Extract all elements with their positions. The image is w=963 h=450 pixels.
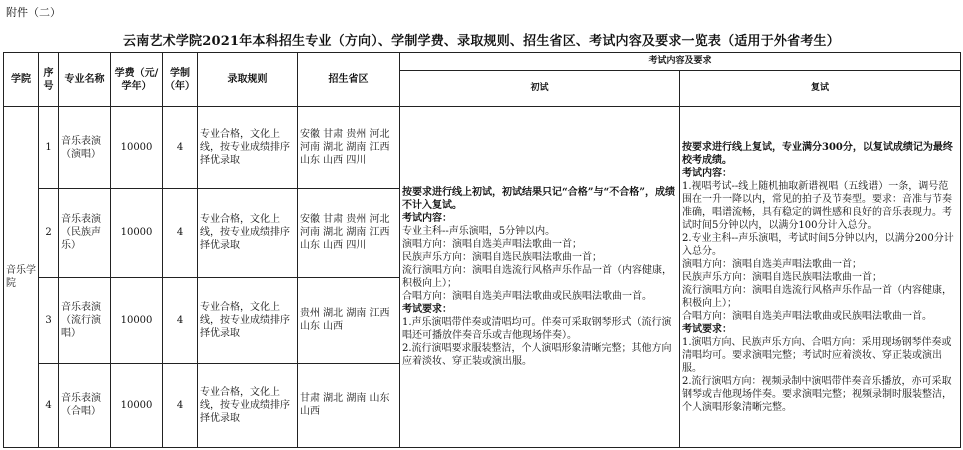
major-cell: 音乐表演（演唱）	[59, 107, 111, 189]
provinces-cell: 甘肃 湖北 湖南 山东 山西	[298, 363, 400, 447]
retest-cell	[680, 107, 961, 448]
retest-content-line: 合唱方向：演唱自选美声唱法歌曲或民族唱法歌曲一首。	[682, 310, 932, 322]
fee-cell: 10000	[111, 107, 163, 189]
seq-cell: 1	[39, 107, 59, 189]
prelim-content-title: 考试内容：	[402, 213, 452, 225]
header-major: 专业名称	[59, 53, 111, 107]
rule-cell: 专业合格，文化上线，按专业成绩排序择优录取	[198, 363, 298, 447]
rule-cell: 专业合格，文化上线，按专业成绩排序择优录取	[198, 107, 298, 189]
years-cell: 4	[163, 107, 198, 189]
prelim-content-line: 演唱方向：演唱自选美声唱法歌曲一首；	[402, 239, 582, 251]
header-prelim: 初试	[400, 71, 680, 107]
major-cell: 音乐表演（流行演唱）	[59, 277, 111, 363]
fee-cell: 10000	[111, 189, 163, 277]
provinces-cell: 安徽 甘肃 贵州 河北 河南 湖北 湖南 江西 山东 山西 四川	[298, 107, 400, 189]
college-cell: 音乐学院	[4, 107, 39, 448]
seq-cell: 2	[39, 189, 59, 277]
header-provinces: 招生省区	[298, 53, 400, 107]
retest-content-line: 民族声乐方向：演唱自选民族唱法歌曲一首；	[682, 271, 882, 283]
retest-content-line: 演唱方向：演唱自选美声唱法歌曲一首；	[682, 258, 862, 270]
years-cell: 4	[163, 189, 198, 277]
annex-label: 附件（二）	[6, 6, 61, 19]
provinces-cell: 贵州 湖北 湖南 江西 山东 山西	[298, 277, 400, 363]
table-row	[4, 107, 961, 189]
provinces-cell: 安徽 甘肃 贵州 河北 河南 湖北 湖南 江西 山东 山西 四川	[298, 189, 400, 277]
fee-cell: 10000	[111, 363, 163, 447]
fee-cell: 10000	[111, 277, 163, 363]
prelim-cell	[400, 107, 680, 448]
major-cell: 音乐表演（合唱）	[59, 363, 111, 447]
prelim-content-line: 流行演唱方向：演唱自选流行风格声乐作品一首（内容健康，积极向上）；	[402, 265, 672, 290]
years-cell: 4	[163, 277, 198, 363]
retest-intro: 按要求进行线上复试，专业满分300分，以复试成绩记为最终校考成绩。	[682, 141, 953, 166]
retest-content-title: 考试内容：	[682, 167, 732, 179]
prelim-req-title: 考试要求：	[402, 304, 452, 316]
prelim-content-line: 合唱方向：演唱自选美声唱法歌曲或民族唱法歌曲一首。	[402, 291, 652, 303]
header-rule: 录取规则	[198, 53, 298, 107]
retest-content-line: 流行演唱方向：演唱自选流行风格声乐作品一首（内容健康，积极向上）；	[682, 284, 952, 309]
header-exam: 考试内容及要求	[400, 53, 961, 71]
years-cell: 4	[163, 363, 198, 447]
rule-cell: 专业合格，文化上线，按专业成绩排序择优录取	[198, 189, 298, 277]
retest-content-line: 2.专业主科--声乐演唱，考试时间5分钟以内，以满分200分计入总分。	[682, 232, 954, 257]
retest-req-title: 考试要求：	[682, 323, 732, 335]
prelim-req-line: 1.声乐演唱带伴奏或清唱均可。伴奏可采取钢琴形式（流行演唱还可播放伴奏音乐或吉他现场伴奏）。	[402, 317, 672, 342]
header-college: 学院	[4, 53, 39, 107]
page-title: 云南艺术学院2021年本科招生专业（方向）、学制学费、录取规则、招生省区、考试内容及要求一览表（适用于外省考生）	[123, 34, 840, 49]
rule-cell: 专业合格，文化上线，按专业成绩排序择优录取	[198, 277, 298, 363]
header-seq: 序号	[39, 53, 59, 107]
retest-req-line: 1.演唱方向、民族声乐方向、合唱方向：采用现场钢琴伴奏或清唱均可。要求演唱完整；考试时应着淡妆、穿正装或演出服。	[682, 336, 952, 374]
prelim-content-line: 民族声乐方向：演唱自选民族唱法歌曲一首；	[402, 252, 602, 264]
prelim-content-line: 专业主科--声乐演唱，5分钟以内。	[402, 226, 556, 238]
seq-cell: 4	[39, 363, 59, 447]
prelim-intro: 按要求进行线上初试，初试结果只记“合格”与“不合格”，成绩不计入复试。	[402, 187, 676, 212]
seq-cell: 3	[39, 277, 59, 363]
header-years: 学制（年）	[163, 53, 198, 107]
header-retest: 复试	[680, 71, 961, 107]
header-fee: 学费（元/学年）	[111, 53, 163, 107]
admission-table	[3, 52, 961, 448]
retest-content-line: 1.视唱考试--线上随机抽取新谱视唱（五线谱）一条，调号范围在一升一降以内，常见的拍子及节奏型。要求：音准与节奏准确，唱谱流畅，具有稳定的调性感和良好的音乐表现力。考试时间5分钟以内，以满分100分计入总分。	[682, 180, 952, 231]
retest-req-line: 2.流行演唱方向：视频录制中演唱带伴奏音乐播放，亦可采取钢琴或吉他现场伴奏。要求演唱完整；视频录制时服装整洁，个人演唱形象清晰完整。	[682, 375, 952, 413]
major-cell: 音乐表演（民族声乐）	[59, 189, 111, 277]
prelim-req-line: 2.流行演唱要求服装整洁，个人演唱形象清晰完整；其他方向应着淡妆、穿正装或演出服。	[402, 343, 672, 368]
